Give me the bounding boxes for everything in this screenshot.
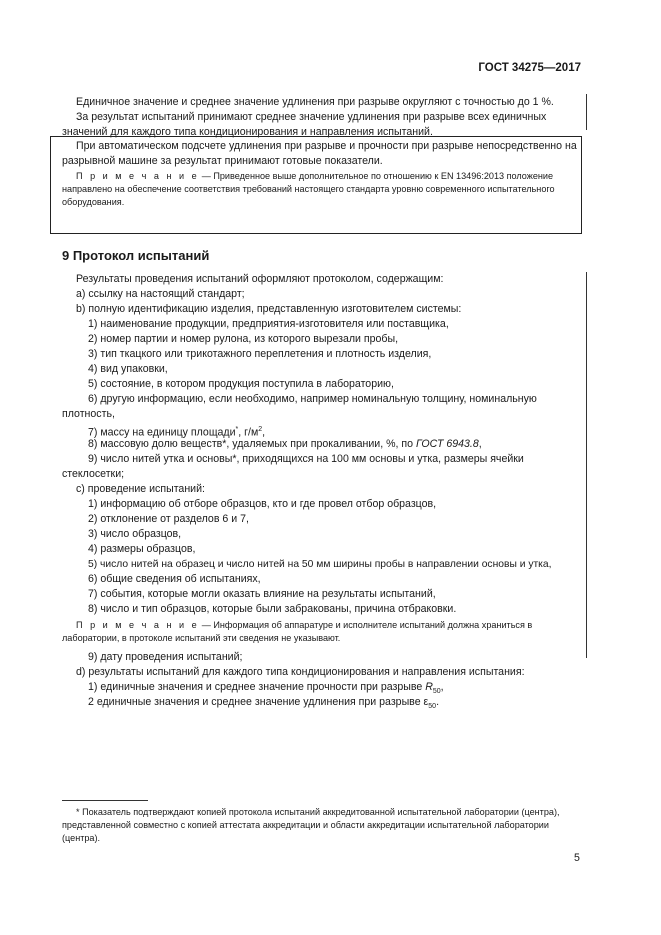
b-subitem: 3) тип ткацкого или трикотажного переплетения и плотность изделия, [88, 348, 432, 360]
rounding-paragraph: Единичное значение и среднее значение удлинения при разрыве округляют с точностью до 1 %. [76, 96, 554, 108]
b-subitem: 2) номер партии и номер рулона, из которого вырезали пробы, [88, 333, 399, 345]
item-a: a) ссылку на настоящий стандарт; [76, 288, 245, 300]
c-subitem: 7) события, которые могли оказать влияние на результаты испытаний, [88, 588, 436, 600]
item-d: d) результаты испытаний для каждого типа кондиционирования и направления испытания: [76, 666, 525, 678]
b-subitem-9: 9) число нитей утка и основы*, приходящихся на 100 мм основы и утка, размеры ячейки стеклосетки; [62, 453, 524, 480]
c-subitem: 2) отклонение от разделов 6 и 7, [88, 513, 249, 525]
c-subitem: 4) размеры образцов, [88, 543, 196, 555]
report-lead: Результаты проведения испытаний оформляют протоколом, содержащим: [76, 273, 444, 285]
item-b: b) полную идентификацию изделия, представленную изготовителем системы: [76, 303, 462, 315]
document-code: ГОСТ 34275—2017 [478, 62, 581, 74]
footnote-separator [62, 800, 148, 801]
d-subitem-2: 2 единичные значения и среднее значение удлинения при разрыве $\varepsilon_{50}$. [88, 696, 440, 711]
c-subitem: 1) информацию об отборе образцов, кто и где провел отбор образцов, [88, 498, 437, 510]
c-subitem: 5) число нитей на образец и число нитей на 50 мм ширины пробы в направлении основы и утка, [88, 559, 552, 570]
c-subitem: 6) общие сведения об испытаниях, [88, 573, 261, 585]
report-note [62, 619, 582, 645]
change-bar [586, 94, 587, 130]
b-subitem-8: 8) массовую долю веществ*, удаляемых при прокаливании, %, по ГОСТ 6943.8, [88, 438, 482, 450]
item-c: c) проведение испытаний: [76, 483, 205, 495]
footnote: * Показатель подтверждают копией протокола испытаний аккредитованной испытательной лаборатории (центра), представленной совместно с копией аттестата аккредитации и области аккредитации испытательной лаборатории (центра). [62, 807, 560, 843]
d-subitem-1: 1) единичные значения и среднее значение прочности при разрыве $R_{50}$, [88, 681, 444, 696]
boxed-note [62, 170, 582, 209]
c-subitem: 8) число и тип образцов, которые были забракованы, причина отбраковки. [88, 603, 457, 615]
b-subitem: 1) наименование продукции, предприятия-изготовителя или поставщика, [88, 318, 449, 330]
boxed-paragraph: При автоматическом подсчете удлинения при разрыве и прочности при разрыве непосредственно на разрывной машине за результат принимают готовые показатели. [62, 140, 577, 167]
c-subitem: 3) число образцов, [88, 528, 182, 540]
b-subitem: 6) другую информацию, если необходимо, например номинальную толщину, номинальную плотность, [62, 393, 537, 420]
b-subitem-7: 7) массу на единицу площади*, $г/м^2$, [88, 426, 266, 439]
b-subitem: 5) состояние, в котором продукция поступила в лабораторию, [88, 378, 394, 390]
note-label: П р и м е ч а н и е [76, 171, 200, 181]
standard-reference: ГОСТ 6943.8 [416, 438, 479, 450]
note-text: — Информация об аппаратуре и исполнителе испытаний должна храниться в лаборатории, в протоколе испытаний эти сведения не указывают. [62, 620, 533, 643]
section-title: 9 Протокол испытаний [62, 248, 210, 263]
b-subitem: 4) вид упаковки, [88, 363, 168, 375]
note-text: — Приведенное выше дополнительное по отношению к EN 13496:2013 положение направлено на обеспечение соответствия требований настоящего стандарта уровню современного испытательного оборудования. [62, 171, 555, 207]
c-subitem-9: 9) дату проведения испытаний; [88, 651, 243, 663]
note-label: П р и м е ч а н и е [76, 620, 200, 630]
result-paragraph: За результат испытаний принимают среднее значение удлинения при разрыве всех единичных значений для каждого типа кондиционирования и направления испытаний. [62, 111, 547, 138]
change-bar-section [586, 272, 587, 658]
page-number: 5 [574, 852, 580, 864]
